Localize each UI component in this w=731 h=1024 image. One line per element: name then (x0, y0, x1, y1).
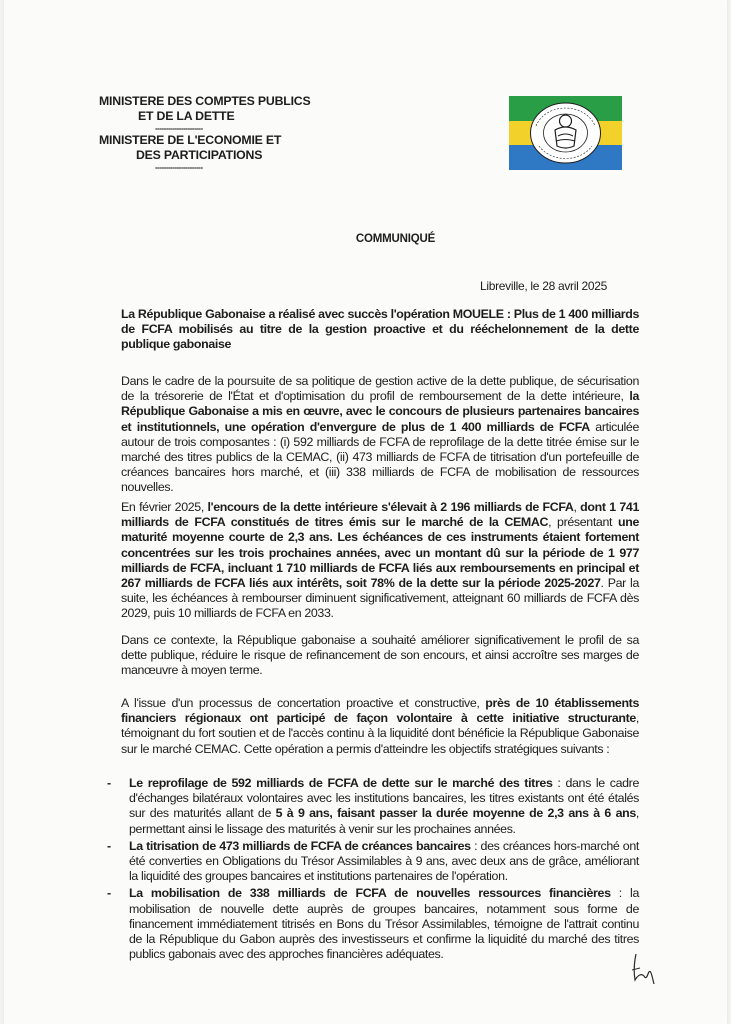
document-date: Libreville, le 28 avril 2025 (480, 279, 608, 293)
paragraph-1: Dans le cadre de la poursuite de sa politique de gestion active de la dette publique, de sécurisation de la trésorerie de l'État et d'optimisation du profil de remboursement de la dette intérieure, la République Gabonaise a mis en œuvre, avec le concours de plusieurs partenaires bancaires et institutionnels, une opération d'envergure de plus de 1 400 milliards de FCFA articulée autour de trois composantes : (i) 592 milliards de FCFA de reprofilage de la dette titrée émise sur le marché des titres publics de la CEMAC, (ii) 473 milliards de FCFA de titrisation d'un portefeuille de créances bancaires hors marché, et (iii) 338 milliards de FCFA de mobilisation de ressources nouvelles. (121, 374, 639, 495)
ministry2-line2: DES PARTICIPATIONS (136, 148, 263, 162)
gabon-emblem-logo (509, 96, 622, 170)
list-item: - La titrisation de 473 milliards de FCFA de créances bancaires : des créances hors-marché ont été converties en Obligations du Trésor Assimilables à 9 ans, avec deux ans de grâce, améliorant la liquidité des groupes bancaires et institutions partenaires de l'opération. (107, 838, 639, 884)
document-title: COMMUNIQUÉ (355, 233, 436, 245)
ministry1-line2: ET DE LA DETTE (138, 109, 235, 123)
paragraph-2: En février 2025, l'encours de la dette intérieure s'élevait à 2 196 milliards de FCFA, dont 1 741 milliards de FCFA constitués de titres émis sur le marché de la CEMAC, présentant une maturité moyenne courte de 2,3 ans. Les échéances de ces instruments étaient fortement concentrées sur les trois prochaines années, avec un montant dû sur la période de 1 977 milliards de FCFA, incluant 1 710 milliards de FCFA liés aux remboursements en principal et 267 milliards de FCFA liés aux intérêts, soit 78% de la dette sur la période 2025-2027. Par la suite, les échéances à rembourser diminuent significativement, atteignant 60 milliards de FCFA dès 2029, puis 10 milliards de FCFA en 2033. (121, 500, 639, 621)
objectives-list (107, 776, 639, 964)
ministry2-line1: MINISTERE DE L'ECONOMIE ET (99, 133, 282, 147)
ministry-header (99, 94, 311, 172)
separator: ---------------------- (155, 163, 203, 172)
paragraph-3: Dans ce contexte, la République gabonaise a souhaité améliorer significativement le profil de sa dette publique, réduire le risque de refinancement de son encours, et ainsi accroître ses marges de manœuvre à moyen terme. (121, 633, 639, 678)
document-page (4, 0, 727, 1024)
headline: La République Gabonaise a réalisé avec succès l'opération MOUELE : Plus de 1 400 milliards de FCFA mobilisés au titre de la gestion proactive et du rééchelonnement de la dette publique gabonaise (121, 307, 639, 352)
separator: ---------------------- (155, 124, 203, 133)
ministry1-line1: MINISTERE DES COMPTES PUBLICS (99, 94, 311, 108)
paragraph-4: A l'issue d'un processus de concertation proactive et constructive, près de 10 établissements financiers régionaux ont participé de façon volontaire à cette initiative structurante, témoignant du fort soutien et de l'accès continu à la liquidité dont bénéficie la République Gabonaise sur le marché CEMAC. Cette opération a permis d'atteindre les objectifs stratégiques suivants : (121, 696, 639, 756)
initials-signature (630, 950, 660, 986)
list-item: - La mobilisation de 338 milliards de FCFA de nouvelles ressources financières : la mobilisation de nouvelle dette auprès de groupes bancaires, notamment sous forme de financement immédiatement titrisés en Bons du Trésor Assimilables, témoigne de l'attrait continu de la République du Gabon auprès des investisseurs et confirme la liquidité du marché des titres publics gabonais avec des approches financières adéquates. (107, 886, 639, 962)
list-item: - Le reprofilage de 592 milliards de FCFA de dette sur le marché des titres : dans le cadre d'échanges bilatéraux volontaires avec les institutions bancaires, les titres existants ont été étalés sur des maturités allant de 5 à 9 ans, faisant passer la durée moyenne de 2,3 ans à 6 ans, permettant ainsi le lissage des maturités à venir sur les prochaines années. (107, 776, 639, 836)
